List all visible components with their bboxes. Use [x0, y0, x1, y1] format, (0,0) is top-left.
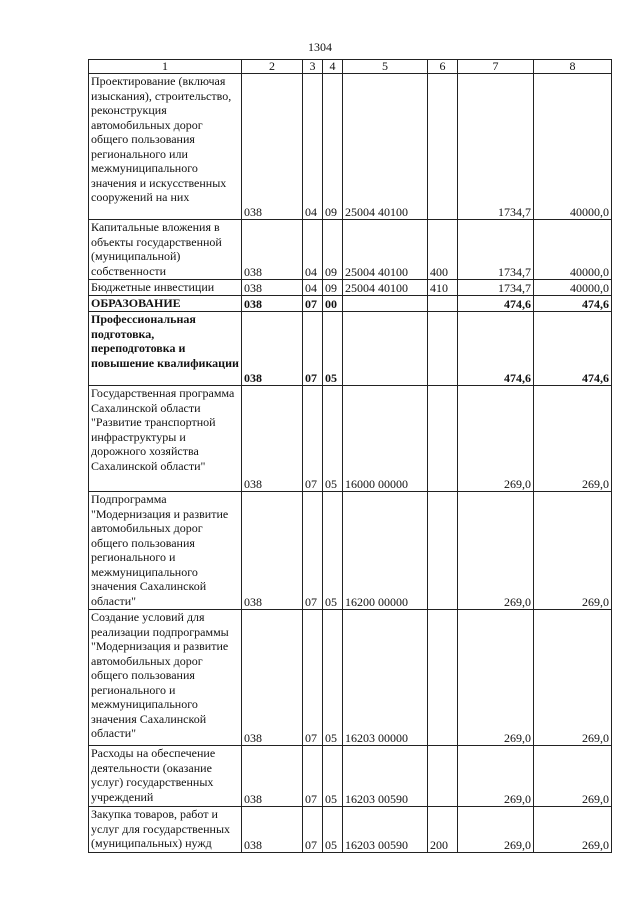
cell-expense-type: 400: [428, 220, 458, 280]
cell-expense-type: [428, 74, 458, 220]
cell-amount-8: 40000,0: [534, 220, 612, 280]
cell-section: 04: [303, 220, 323, 280]
cell-admin-code: 038: [242, 386, 303, 492]
cell-target-article: 25004 40100: [343, 220, 428, 280]
cell-expense-type: [428, 312, 458, 386]
row-name: Закупка товаров, работ и услуг для государственных (муниципальных) нужд: [89, 807, 242, 853]
cell-target-article: 25004 40100: [343, 74, 428, 220]
cell-amount-7: 1734,7: [458, 280, 534, 296]
cell-admin-code: 038: [242, 610, 303, 746]
cell-target-article: 16203 00590: [343, 807, 428, 853]
column-header: 1: [89, 60, 242, 74]
cell-section: 07: [303, 610, 323, 746]
cell-section: 07: [303, 746, 323, 807]
cell-amount-7: 1734,7: [458, 220, 534, 280]
budget-table: [88, 59, 612, 853]
cell-amount-8: 269,0: [534, 610, 612, 746]
cell-target-article: 16200 00000: [343, 492, 428, 610]
cell-admin-code: 038: [242, 746, 303, 807]
column-header: 2: [242, 60, 303, 74]
cell-subsection: 09: [323, 74, 343, 220]
cell-section: 07: [303, 807, 323, 853]
cell-section: 04: [303, 74, 323, 220]
cell-subsection: 05: [323, 492, 343, 610]
cell-amount-7: 269,0: [458, 807, 534, 853]
cell-expense-type: 200: [428, 807, 458, 853]
cell-amount-7: 269,0: [458, 746, 534, 807]
cell-subsection: 09: [323, 220, 343, 280]
row-name: Подпрограмма "Модернизация и развитие автомобильных дорог общего пользования регионального и межмуниципального значения Сахалинской области": [89, 492, 242, 610]
row-name: Государственная программа Сахалинской области "Развитие транспортной инфраструктуры и дорожного хозяйства Сахалинской области": [89, 386, 242, 492]
row-name: Капитальные вложения в объекты государственной (муниципальной) собственности: [89, 220, 242, 280]
cell-expense-type: [428, 746, 458, 807]
table-row: [89, 386, 612, 492]
cell-amount-7: 474,6: [458, 312, 534, 386]
cell-section: 07: [303, 492, 323, 610]
column-header: 3: [303, 60, 323, 74]
table-row: [89, 312, 612, 386]
table-header-row: [89, 60, 612, 74]
table-row: [89, 280, 612, 296]
table-row: [89, 74, 612, 220]
cell-target-article: 16203 00590: [343, 746, 428, 807]
cell-amount-8: 474,6: [534, 296, 612, 312]
cell-section: 07: [303, 312, 323, 386]
row-name: Создание условий для реализации подпрограммы "Модернизация и развитие автомобильных дорог общего пользования регионального и межмуниципального значения Сахалинской области": [89, 610, 242, 746]
cell-amount-7: 1734,7: [458, 74, 534, 220]
cell-section: 04: [303, 280, 323, 296]
cell-admin-code: 038: [242, 280, 303, 296]
cell-expense-type: 410: [428, 280, 458, 296]
page-number: 1304: [308, 40, 332, 54]
cell-amount-8: 269,0: [534, 386, 612, 492]
row-name: Проектирование (включая изыскания), строительство, реконструкция автомобильных дорог общего пользования регионального или межмуниципального значения и искусственных сооружений на них: [89, 74, 242, 220]
cell-amount-7: 269,0: [458, 492, 534, 610]
cell-amount-8: 269,0: [534, 746, 612, 807]
row-name: Бюджетные инвестиции: [89, 280, 242, 296]
row-name: Расходы на обеспечение деятельности (оказание услуг) государственных учреждений: [89, 746, 242, 807]
cell-subsection: 05: [323, 386, 343, 492]
cell-admin-code: 038: [242, 296, 303, 312]
cell-amount-8: 40000,0: [534, 280, 612, 296]
cell-section: 07: [303, 296, 323, 312]
table-row: [89, 610, 612, 746]
column-header: 5: [343, 60, 428, 74]
cell-subsection: 05: [323, 807, 343, 853]
cell-section: 07: [303, 386, 323, 492]
cell-amount-7: 269,0: [458, 386, 534, 492]
column-header: 7: [458, 60, 534, 74]
column-header: 8: [534, 60, 612, 74]
cell-amount-7: 474,6: [458, 296, 534, 312]
table-row: [89, 220, 612, 280]
cell-amount-8: 269,0: [534, 807, 612, 853]
cell-amount-8: 474,6: [534, 312, 612, 386]
cell-subsection: 05: [323, 610, 343, 746]
cell-admin-code: 038: [242, 220, 303, 280]
cell-subsection: 09: [323, 280, 343, 296]
table-row: [89, 296, 612, 312]
cell-target-article: [343, 296, 428, 312]
cell-amount-8: 269,0: [534, 492, 612, 610]
cell-target-article: 25004 40100: [343, 280, 428, 296]
cell-expense-type: [428, 296, 458, 312]
cell-subsection: 05: [323, 312, 343, 386]
column-header: 4: [323, 60, 343, 74]
cell-admin-code: 038: [242, 312, 303, 386]
cell-amount-8: 40000,0: [534, 74, 612, 220]
cell-subsection: 00: [323, 296, 343, 312]
table-row: [89, 807, 612, 853]
cell-target-article: 16000 00000: [343, 386, 428, 492]
table-row: [89, 492, 612, 610]
cell-admin-code: 038: [242, 74, 303, 220]
cell-admin-code: 038: [242, 807, 303, 853]
cell-target-article: 16203 00000: [343, 610, 428, 746]
cell-target-article: [343, 312, 428, 386]
table-row: [89, 746, 612, 807]
row-name: ОБРАЗОВАНИЕ: [89, 296, 242, 312]
cell-expense-type: [428, 492, 458, 610]
cell-expense-type: [428, 610, 458, 746]
cell-amount-7: 269,0: [458, 610, 534, 746]
column-header: 6: [428, 60, 458, 74]
cell-subsection: 05: [323, 746, 343, 807]
row-name: Профессиональная подготовка, переподготовка и повышение квалификации: [89, 312, 242, 386]
cell-admin-code: 038: [242, 492, 303, 610]
cell-expense-type: [428, 386, 458, 492]
